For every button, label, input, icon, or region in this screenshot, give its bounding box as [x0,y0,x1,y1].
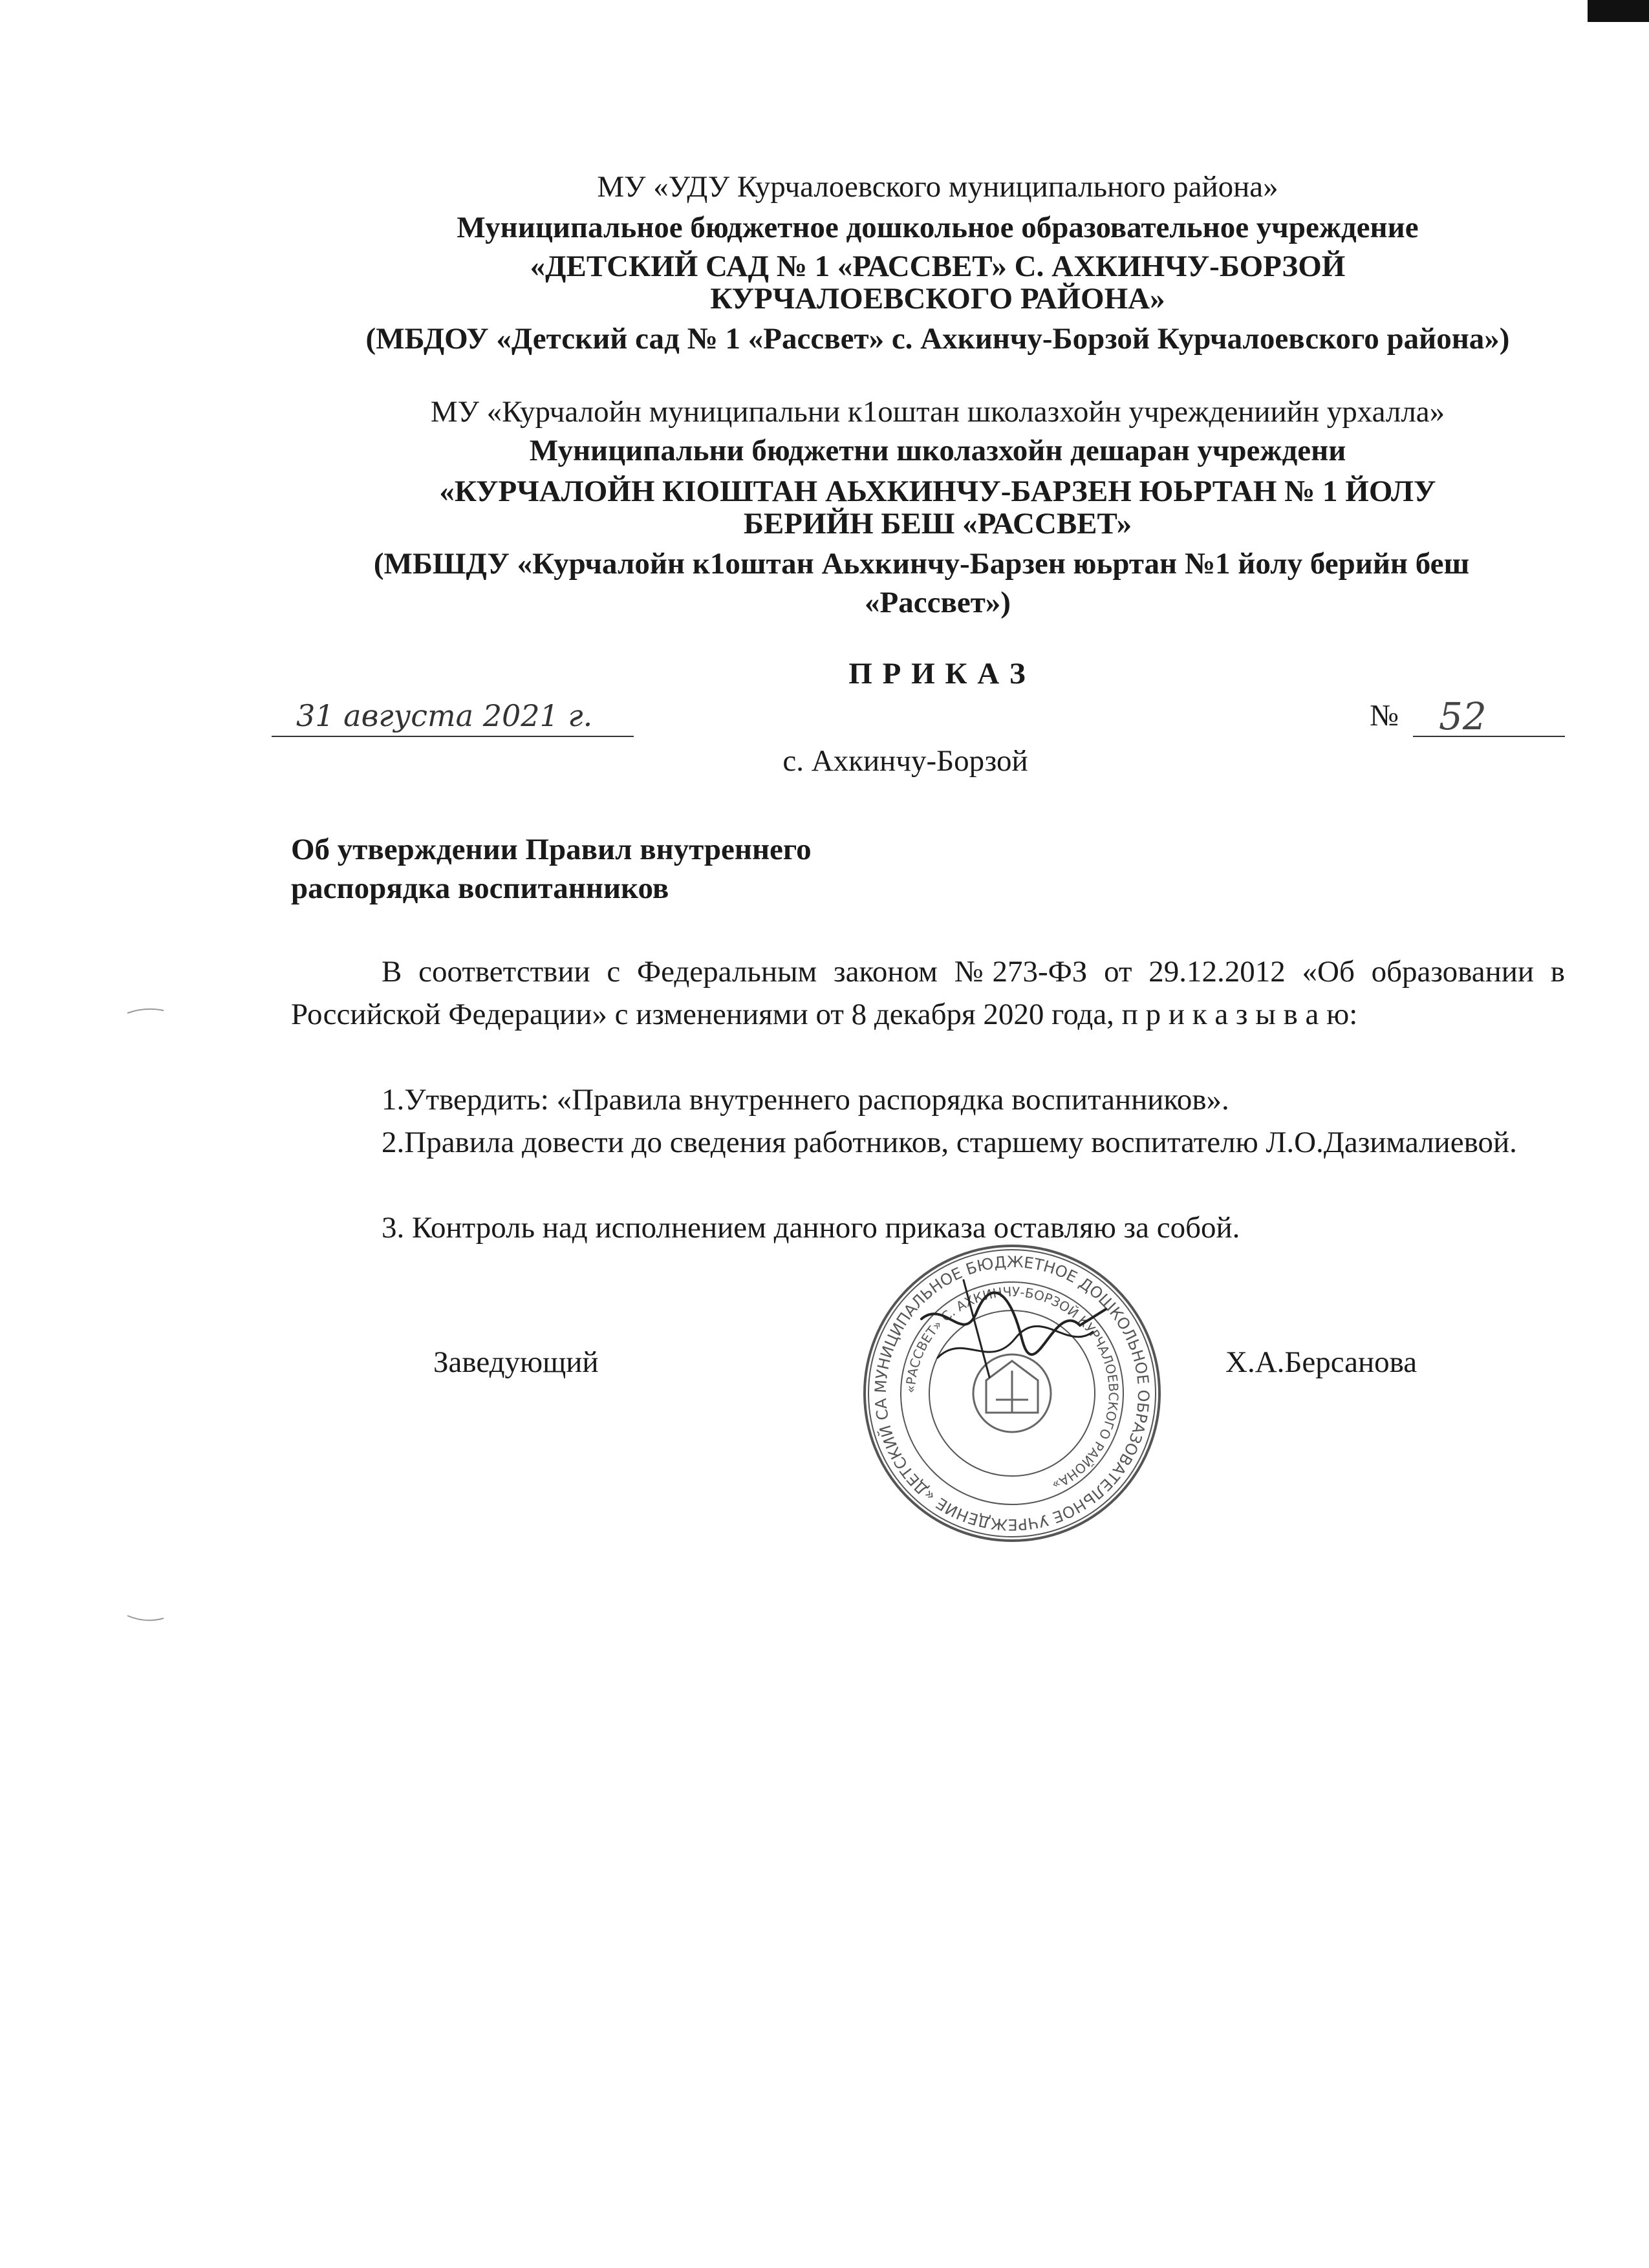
ce-header-line-5: (МБШДУ «Курчалойн к1оштан Аьхкинчу-Барзен юьртан №1 йолу берийн беш [373,547,1470,581]
ce-header-line-3: «КУРЧАЛОЙН КIОШТАН АЬХКИНЧУ-БАРЗЕН ЮЬРТАН № 1 ЙОЛУ [439,475,1436,508]
ru-header-line-1: МУ «УДУ Курчалоевского муниципального района» [597,170,1278,204]
svg-text:«РАССВЕТ» С. АХКИНЧУ-БОРЗОЙ КУ: «РАССВЕТ» С. АХКИНЧУ-БОРЗОЙ КУРЧАЛОЕВСКОГО РАЙОНА» [902,1283,1122,1493]
date-field [272,698,634,737]
ce-header-line-4: БЕРИЙН БЕШ «РАССВЕТ» [743,507,1132,540]
official-seal [860,1241,1164,1545]
order-number-value: 52 [1439,694,1487,738]
ru-header-line-3: «ДЕТСКИЙ САД № 1 «РАССВЕТ» С. АХКИНЧУ-БОРЗОЙ [530,250,1346,283]
body-item-1: 1.Утвердить: «Правила внутреннего распорядка воспитанников». [382,1083,1229,1117]
svg-text:МУНИЦИПАЛЬНОЕ БЮДЖЕТНОЕ ДОШКОЛ: МУНИЦИПАЛЬНОЕ БЮДЖЕТНОЕ ДОШКОЛЬНОЕ ОБРАЗОВАТЕЛЬНОЕ УЧРЕЖДЕНИЕ «ДЕТСКИЙ СА [871,1252,1153,1534]
handwritten-signature [860,1241,1164,1545]
scan-mark-2 [126,1613,165,1626]
ru-header-line-5: (МБДОУ «Детский сад № 1 «Рассвет» с. Ахкинчу-Борзой Курчалоевского района») [365,322,1510,356]
order-place: с. Ахкинчу-Борзой [782,744,1028,778]
ce-header-line-2: Муниципальни бюджетни школазхойн дешаран учреждени [529,434,1346,467]
subject-line-1: Об утверждении Правил внутреннего [291,833,812,866]
order-number-field [1413,694,1565,738]
body-item-2: 2.Правила довести до сведения работников, старшему воспитателю Л.О.Дазималиевой. [382,1126,1517,1159]
body-item-3: 3. Контроль над исполнением данного приказа оставляю за собой. [382,1211,1240,1245]
ru-header-line-2: Муниципальное бюджетное дошкольное образовательное учреждение [457,211,1419,244]
ce-header-line-1: МУ «Курчалойн муниципальни к1оштан школазхойн учреждениийн урхалла» [430,395,1445,429]
scan-corner-mark [1588,0,1649,22]
body-preamble: В соответствии с Федеральным законом №273-ФЗ от 29.12.2012 «Об образовании в Российской Федерации» с изменениями от 8 декабря 2020 года, п р и к а з ы в а ю: [291,955,1565,1031]
order-number-label: № [1370,699,1399,733]
signature-position: Заведующий [433,1345,599,1379]
order-title: П Р И К А З [848,657,1027,690]
subject-line-2: распорядка воспитанников [291,872,669,905]
ru-header-line-4: КУРЧАЛОЕВСКОГО РАЙОНА» [710,282,1165,316]
ce-header-line-6: «Рассвет») [865,586,1011,619]
order-date: 31 августа 2021 г. [296,698,593,733]
signature-name: Х.А.Берсанова [1225,1345,1417,1379]
scan-mark-1 [126,1005,165,1018]
